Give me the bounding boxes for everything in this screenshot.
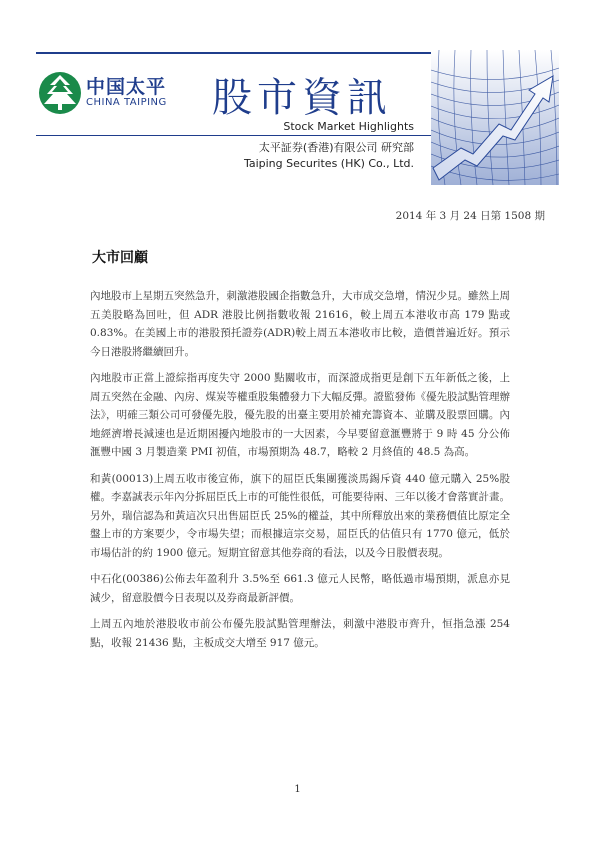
section-title: 大市回顧 [92, 250, 148, 266]
logo-english-name: CHINA TAIPING [86, 97, 167, 108]
page-number: 1 [294, 784, 301, 795]
paragraph-4: 中石化(00386)公佈去年盈利升 3.5%至 661.3 億元人民幣，略低過市場預期，派息亦見減少，留意股價今日表現以及券商最新評價。 [90, 573, 510, 604]
paragraph-3: 和黃(00013)上周五收市後宣佈，旗下的屈臣氏集團獲淡馬錫斥資 440 億元購入 25%股權。李嘉誠表示年內分拆屈臣氏上市的可能性很低，可能要待兩、三年以後才會落實計畫。另外，瑞信認為和黃這次只出售屈臣氏 25%的權益，其中所釋放出來的業務價值比原定全盤上市的方案要少，令市場失望；而根據這宗交易，屈臣氏的估值只有 1770 億元，低於市場估計的約 1900 億元。短期宜留意其他券商的看法，以及今日股價表現。 [90, 472, 510, 559]
company-logo [38, 70, 173, 116]
paragraph-1: 內地股市上星期五突然急升，刺激港股國企指數急升，大市成交急增，情況少見。雖然上周五美股略為回吐，但 ADR 港股比例指數收報 21616，較上周五本港收市高 179 點或 0.83%。在美國上市的港股預托證券(ADR)較上周五本港收市比較，造價普遍近好。預示今日港股將繼續回升。 [90, 290, 510, 358]
header-mid-rule [36, 135, 431, 136]
paragraph-5: 上周五內地於港股收市前公布優先股試點管理辦法，刺激中港股市齊升，恒指急漲 254 點，收報 21436 點，主板成交大增至 917 億元。 [90, 618, 510, 649]
header-top-rule [36, 52, 431, 54]
issue-date: 2014 年 3 月 24 日第 1508 期 [395, 210, 545, 222]
subtitle-english: Stock Market Highlights [283, 120, 414, 133]
article-body [90, 287, 510, 660]
paragraph-2: 內地股市正當上證綜指再度失守 2000 點關收市，而深證成指更是創下五年新低之後，上周五突然在金融、內房、煤炭等權重股集體發力下大幅反彈。證監發佈《優先股試點管理辦法》，明確三類公司可發優先股，優先股的出臺主要用於補充籌資本、並購及股票回購。內地經濟增長減速也是近期困擾內地股市的一大因素，今早要留意滙豐將于 9 時 45 分公佈滙豐中國 3 月製造業 PMI 初值，市場預期為 48.7，略較 2 月終值的 48.5 為高。 [90, 372, 510, 458]
pine-tree-logo-icon [38, 70, 82, 116]
company-chinese: 太平証券(香港)有限公司 研究部 [258, 141, 414, 154]
company-english: Taiping Securites (HK) Co., Ltd. [243, 157, 414, 170]
logo-chinese-name: 中国太平 [86, 76, 167, 98]
page-title: 股市資訊 [212, 75, 392, 121]
rising-arrow-chart-icon [431, 50, 559, 185]
